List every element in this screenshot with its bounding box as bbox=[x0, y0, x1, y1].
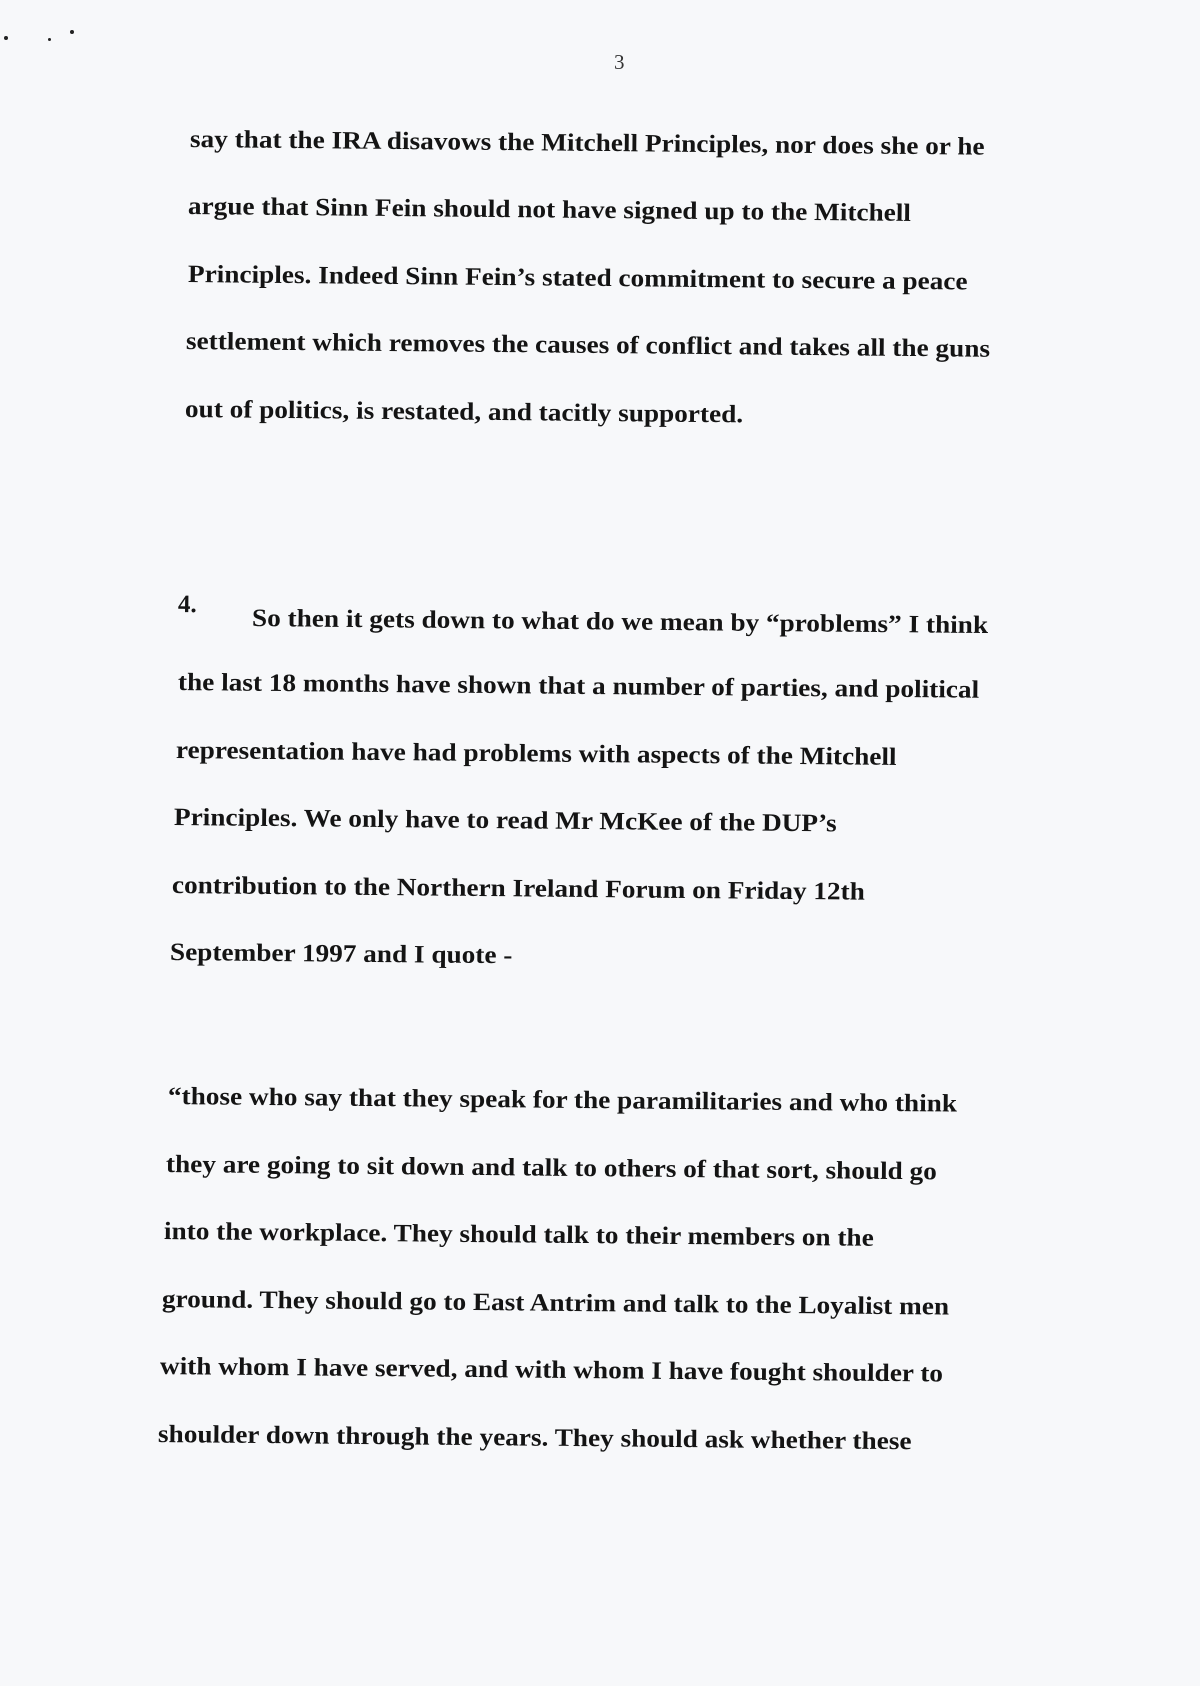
quote-line: with whom I have served, and with whom I have fought shoulder to bbox=[159, 1353, 944, 1388]
scan-speck bbox=[4, 36, 8, 40]
body-line: Principles. Indeed Sinn Fein’s stated commitment to secure a peace bbox=[187, 261, 968, 296]
page-number: 3 bbox=[614, 50, 625, 74]
body-line: representation have had problems with aspects of the Mitchell bbox=[175, 737, 897, 771]
quote-line: they are going to sit down and talk to others of that sort, should go bbox=[165, 1151, 937, 1186]
body-line: out of politics, is restated, and tacitly supported. bbox=[184, 396, 744, 429]
quote-line: shoulder down through the years. They should ask whether these bbox=[157, 1421, 912, 1456]
quote-line: “those who say that they speak for the paramilitaries and who think bbox=[167, 1083, 958, 1118]
scan-speck bbox=[70, 30, 74, 34]
body-line: the last 18 months have shown that a number of parties, and political bbox=[177, 669, 980, 704]
body-line: contribution to the Northern Ireland Forum on Friday 12th bbox=[171, 872, 865, 906]
body-line: September 1997 and I quote - bbox=[169, 939, 513, 970]
quote-line: ground. They should go to East Antrim and talk to the Loyalist men bbox=[161, 1286, 950, 1321]
paragraph-number: 4. bbox=[177, 591, 197, 619]
scan-speck bbox=[48, 38, 51, 41]
body-line: argue that Sinn Fein should not have signed up to the Mitchell bbox=[187, 193, 912, 227]
body-line: say that the IRA disavows the Mitchell Principles, nor does she or he bbox=[189, 126, 985, 161]
body-line: So then it gets down to what do we mean by “problems” I think bbox=[251, 605, 989, 640]
body-line: settlement which removes the causes of conflict and takes all the guns bbox=[185, 328, 991, 363]
body-line: Principles. We only have to read Mr McKee of the DUP’s bbox=[173, 804, 837, 838]
quote-line: into the workplace. They should talk to their members on the bbox=[163, 1218, 874, 1252]
